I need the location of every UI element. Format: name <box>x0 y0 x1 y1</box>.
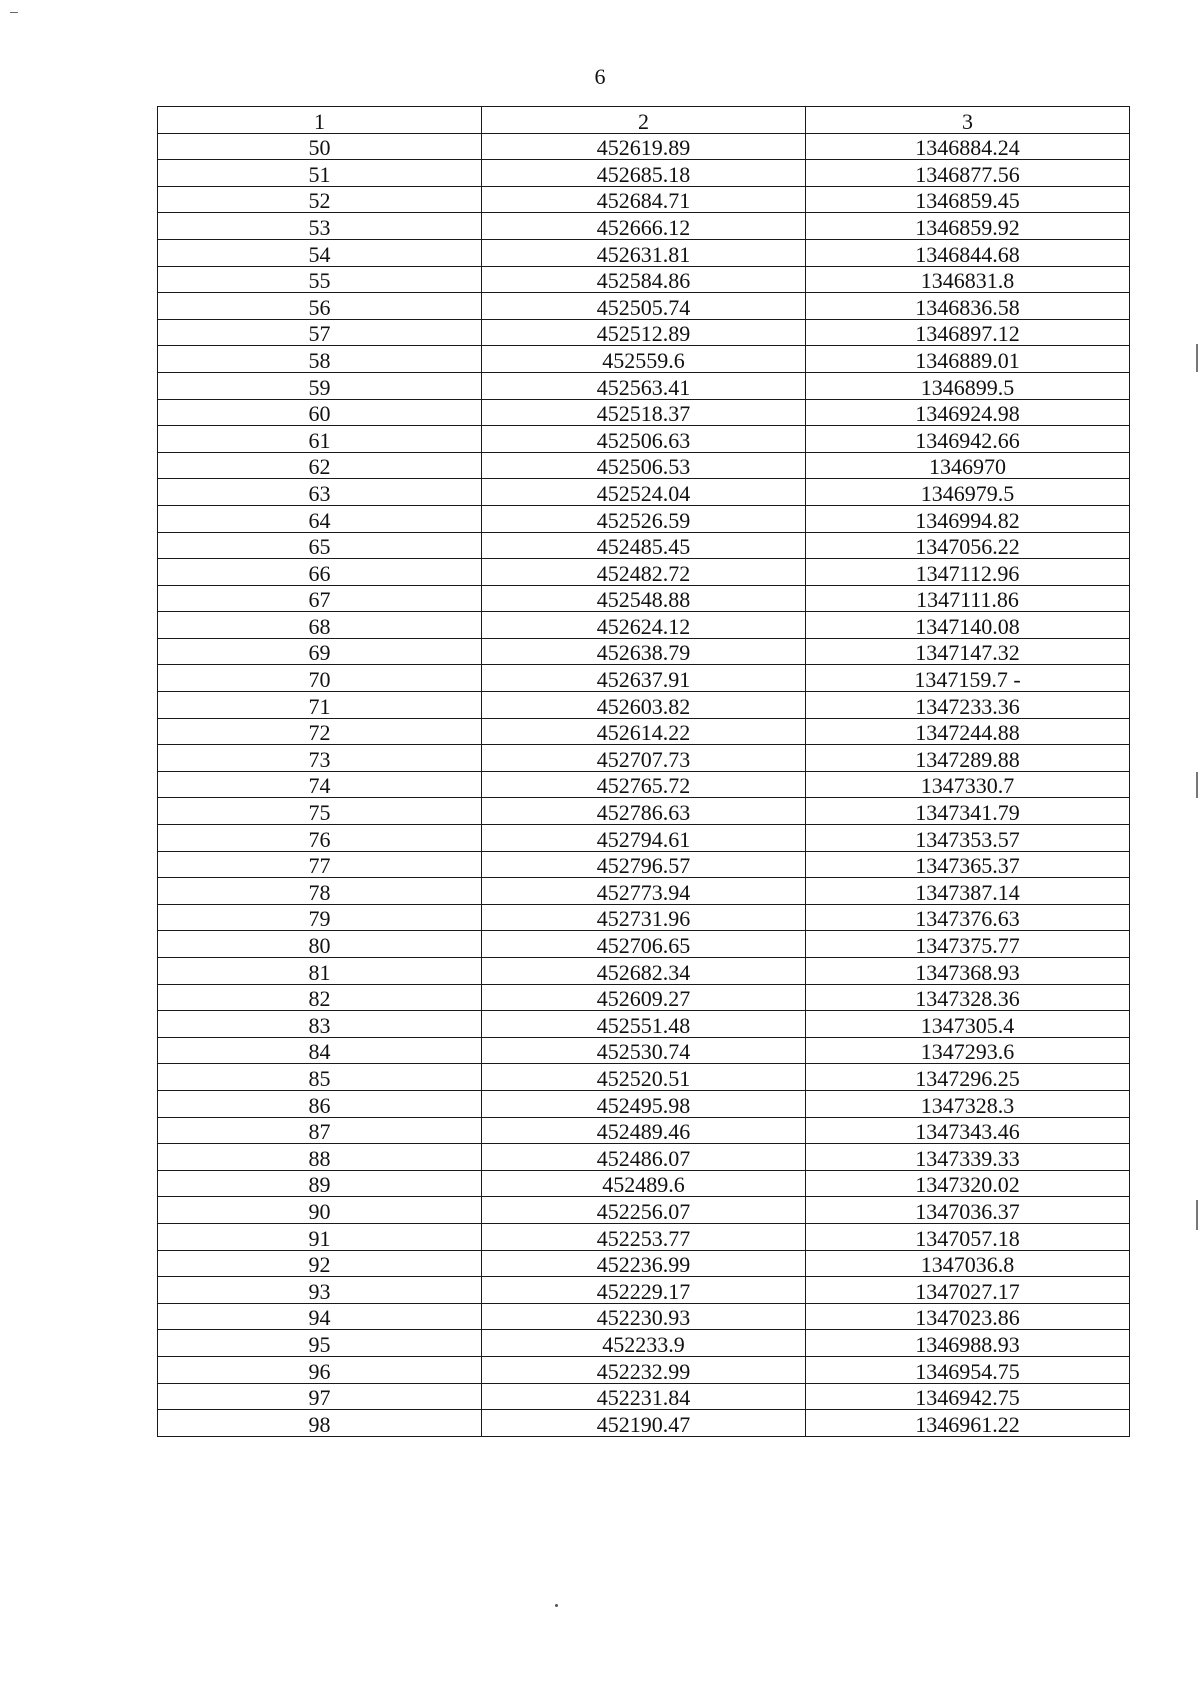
x-coordinate-cell: 452231.84 <box>482 1383 806 1410</box>
table-row <box>158 452 1130 479</box>
x-coordinate-cell: 452526.59 <box>482 505 806 532</box>
y-coordinate-cell: 1347341.79 <box>806 798 1130 825</box>
x-coordinate-cell: 452773.94 <box>482 878 806 905</box>
y-coordinate-cell: 1347328.3 <box>806 1090 1130 1117</box>
point-number-cell: 69 <box>158 638 482 665</box>
table-row <box>158 1011 1130 1038</box>
x-coordinate-cell: 452563.41 <box>482 372 806 399</box>
point-number-cell: 73 <box>158 745 482 772</box>
table-row <box>158 186 1130 213</box>
point-number-cell: 76 <box>158 825 482 852</box>
table-row <box>158 372 1130 399</box>
x-coordinate-cell: 452614.22 <box>482 718 806 745</box>
point-number-cell: 71 <box>158 692 482 719</box>
coordinates-table <box>157 106 1130 1437</box>
x-coordinate-cell: 452786.63 <box>482 798 806 825</box>
y-coordinate-cell: 1347320.02 <box>806 1170 1130 1197</box>
point-number-cell: 72 <box>158 718 482 745</box>
table-row <box>158 585 1130 612</box>
point-number-cell: 54 <box>158 239 482 266</box>
y-coordinate-cell: 1347056.22 <box>806 532 1130 559</box>
x-coordinate-cell: 452229.17 <box>482 1277 806 1304</box>
x-coordinate-cell: 452520.51 <box>482 1064 806 1091</box>
x-coordinate-cell: 452253.77 <box>482 1223 806 1250</box>
x-coordinate-cell: 452230.93 <box>482 1303 806 1330</box>
y-coordinate-cell: 1346831.8 <box>806 266 1130 293</box>
x-coordinate-cell: 452584.86 <box>482 266 806 293</box>
point-number-cell: 63 <box>158 479 482 506</box>
y-coordinate-cell: 1346844.68 <box>806 239 1130 266</box>
scan-margin-mark <box>1196 1200 1198 1230</box>
y-coordinate-cell: 1347330.7 <box>806 771 1130 798</box>
point-number-cell: 85 <box>158 1064 482 1091</box>
x-coordinate-cell: 452530.74 <box>482 1037 806 1064</box>
x-coordinate-cell: 452495.98 <box>482 1090 806 1117</box>
y-coordinate-cell: 1347036.8 <box>806 1250 1130 1277</box>
table-row <box>158 1090 1130 1117</box>
point-number-cell: 52 <box>158 186 482 213</box>
y-coordinate-cell: 1346942.75 <box>806 1383 1130 1410</box>
table-row <box>158 1250 1130 1277</box>
point-number-cell: 95 <box>158 1330 482 1357</box>
x-coordinate-cell: 452506.53 <box>482 452 806 479</box>
y-coordinate-cell: 1347159.7 - <box>806 665 1130 692</box>
table-row <box>158 1197 1130 1224</box>
point-number-cell: 68 <box>158 612 482 639</box>
scan-dot <box>555 1604 558 1607</box>
table-row <box>158 904 1130 931</box>
y-coordinate-cell: 1346859.92 <box>806 213 1130 240</box>
point-number-cell: 65 <box>158 532 482 559</box>
x-coordinate-cell: 452506.63 <box>482 426 806 453</box>
point-number-cell: 80 <box>158 931 482 958</box>
table-row <box>158 505 1130 532</box>
point-number-cell: 56 <box>158 293 482 320</box>
y-coordinate-cell: 1347244.88 <box>806 718 1130 745</box>
point-number-cell: 89 <box>158 1170 482 1197</box>
point-number-cell: 55 <box>158 266 482 293</box>
point-number-cell: 91 <box>158 1223 482 1250</box>
table-row <box>158 346 1130 373</box>
point-number-cell: 64 <box>158 505 482 532</box>
y-coordinate-cell: 1347368.93 <box>806 958 1130 985</box>
y-coordinate-cell: 1347233.36 <box>806 692 1130 719</box>
x-coordinate-cell: 452236.99 <box>482 1250 806 1277</box>
point-number-cell: 66 <box>158 559 482 586</box>
table-row <box>158 1064 1130 1091</box>
x-coordinate-cell: 452666.12 <box>482 213 806 240</box>
y-coordinate-cell: 1347111.86 <box>806 585 1130 612</box>
point-number-cell: 51 <box>158 160 482 187</box>
column-header-2: 2 <box>482 107 806 134</box>
point-number-cell: 83 <box>158 1011 482 1038</box>
x-coordinate-cell: 452486.07 <box>482 1144 806 1171</box>
point-number-cell: 88 <box>158 1144 482 1171</box>
point-number-cell: 86 <box>158 1090 482 1117</box>
table-row <box>158 426 1130 453</box>
table-row <box>158 399 1130 426</box>
point-number-cell: 87 <box>158 1117 482 1144</box>
point-number-cell: 70 <box>158 665 482 692</box>
x-coordinate-cell: 452548.88 <box>482 585 806 612</box>
point-number-cell: 74 <box>158 771 482 798</box>
x-coordinate-cell: 452256.07 <box>482 1197 806 1224</box>
x-coordinate-cell: 452631.81 <box>482 239 806 266</box>
x-coordinate-cell: 452551.48 <box>482 1011 806 1038</box>
y-coordinate-cell: 1347027.17 <box>806 1277 1130 1304</box>
y-coordinate-cell: 1347353.57 <box>806 825 1130 852</box>
point-number-cell: 90 <box>158 1197 482 1224</box>
y-coordinate-cell: 1347296.25 <box>806 1064 1130 1091</box>
y-coordinate-cell: 1347328.36 <box>806 984 1130 1011</box>
point-number-cell: 59 <box>158 372 482 399</box>
x-coordinate-cell: 452482.72 <box>482 559 806 586</box>
x-coordinate-cell: 452765.72 <box>482 771 806 798</box>
table-row <box>158 665 1130 692</box>
y-coordinate-cell: 1346889.01 <box>806 346 1130 373</box>
y-coordinate-cell: 1347343.46 <box>806 1117 1130 1144</box>
x-coordinate-cell: 452603.82 <box>482 692 806 719</box>
y-coordinate-cell: 1346859.45 <box>806 186 1130 213</box>
table-row <box>158 1303 1130 1330</box>
x-coordinate-cell: 452796.57 <box>482 851 806 878</box>
x-coordinate-cell: 452232.99 <box>482 1356 806 1383</box>
x-coordinate-cell: 452190.47 <box>482 1410 806 1437</box>
x-coordinate-cell: 452619.89 <box>482 133 806 160</box>
column-header-1: 1 <box>158 107 482 134</box>
x-coordinate-cell: 452637.91 <box>482 665 806 692</box>
table-row <box>158 1383 1130 1410</box>
point-number-cell: 94 <box>158 1303 482 1330</box>
scan-margin-mark <box>1196 344 1198 372</box>
table-row <box>158 1277 1130 1304</box>
y-coordinate-cell: 1346836.58 <box>806 293 1130 320</box>
table-row <box>158 745 1130 772</box>
y-coordinate-cell: 1346994.82 <box>806 505 1130 532</box>
table-row <box>158 771 1130 798</box>
y-coordinate-cell: 1346942.66 <box>806 426 1130 453</box>
point-number-cell: 57 <box>158 319 482 346</box>
point-number-cell: 97 <box>158 1383 482 1410</box>
point-number-cell: 60 <box>158 399 482 426</box>
table-row <box>158 532 1130 559</box>
point-number-cell: 50 <box>158 133 482 160</box>
table-row <box>158 293 1130 320</box>
x-coordinate-cell: 452505.74 <box>482 293 806 320</box>
x-coordinate-cell: 452524.04 <box>482 479 806 506</box>
y-coordinate-cell: 1347376.63 <box>806 904 1130 931</box>
y-coordinate-cell: 1346877.56 <box>806 160 1130 187</box>
point-number-cell: 75 <box>158 798 482 825</box>
y-coordinate-cell: 1346924.98 <box>806 399 1130 426</box>
y-coordinate-cell: 1347112.96 <box>806 559 1130 586</box>
x-coordinate-cell: 452682.34 <box>482 958 806 985</box>
table-row <box>158 1356 1130 1383</box>
table-row <box>158 958 1130 985</box>
x-coordinate-cell: 452638.79 <box>482 638 806 665</box>
table-row <box>158 213 1130 240</box>
table-row <box>158 718 1130 745</box>
x-coordinate-cell: 452624.12 <box>482 612 806 639</box>
table-row <box>158 479 1130 506</box>
y-coordinate-cell: 1346954.75 <box>806 1356 1130 1383</box>
y-coordinate-cell: 1347289.88 <box>806 745 1130 772</box>
point-number-cell: 78 <box>158 878 482 905</box>
y-coordinate-cell: 1347339.33 <box>806 1144 1130 1171</box>
y-coordinate-cell: 1347140.08 <box>806 612 1130 639</box>
point-number-cell: 96 <box>158 1356 482 1383</box>
table-row <box>158 160 1130 187</box>
x-coordinate-cell: 452233.9 <box>482 1330 806 1357</box>
table-row <box>158 239 1130 266</box>
x-coordinate-cell: 452489.6 <box>482 1170 806 1197</box>
x-coordinate-cell: 452559.6 <box>482 346 806 373</box>
scan-corner-mark <box>10 12 18 13</box>
table-row <box>158 319 1130 346</box>
point-number-cell: 81 <box>158 958 482 985</box>
y-coordinate-cell: 1347147.32 <box>806 638 1130 665</box>
point-number-cell: 77 <box>158 851 482 878</box>
table-body <box>158 133 1130 1436</box>
point-number-cell: 93 <box>158 1277 482 1304</box>
x-coordinate-cell: 452706.65 <box>482 931 806 958</box>
point-number-cell: 84 <box>158 1037 482 1064</box>
y-coordinate-cell: 1347057.18 <box>806 1223 1130 1250</box>
x-coordinate-cell: 452684.71 <box>482 186 806 213</box>
y-coordinate-cell: 1347387.14 <box>806 878 1130 905</box>
x-coordinate-cell: 452485.45 <box>482 532 806 559</box>
table-row <box>158 1410 1130 1437</box>
table-row <box>158 1144 1130 1171</box>
table-row <box>158 798 1130 825</box>
table-row <box>158 559 1130 586</box>
point-number-cell: 58 <box>158 346 482 373</box>
x-coordinate-cell: 452489.46 <box>482 1117 806 1144</box>
y-coordinate-cell: 1346884.24 <box>806 133 1130 160</box>
point-number-cell: 62 <box>158 452 482 479</box>
y-coordinate-cell: 1347305.4 <box>806 1011 1130 1038</box>
y-coordinate-cell: 1346988.93 <box>806 1330 1130 1357</box>
x-coordinate-cell: 452609.27 <box>482 984 806 1011</box>
table-row <box>158 612 1130 639</box>
y-coordinate-cell: 1347375.77 <box>806 931 1130 958</box>
y-coordinate-cell: 1346899.5 <box>806 372 1130 399</box>
column-header-3: 3 <box>806 107 1130 134</box>
x-coordinate-cell: 452707.73 <box>482 745 806 772</box>
table-row <box>158 1117 1130 1144</box>
y-coordinate-cell: 1346979.5 <box>806 479 1130 506</box>
x-coordinate-cell: 452685.18 <box>482 160 806 187</box>
table-row <box>158 984 1130 1011</box>
x-coordinate-cell: 452731.96 <box>482 904 806 931</box>
table-row <box>158 1223 1130 1250</box>
table-row <box>158 266 1130 293</box>
point-number-cell: 92 <box>158 1250 482 1277</box>
table-row <box>158 1170 1130 1197</box>
table-row <box>158 692 1130 719</box>
table-row <box>158 1330 1130 1357</box>
point-number-cell: 53 <box>158 213 482 240</box>
x-coordinate-cell: 452518.37 <box>482 399 806 426</box>
point-number-cell: 98 <box>158 1410 482 1437</box>
y-coordinate-cell: 1347036.37 <box>806 1197 1130 1224</box>
table-row <box>158 1037 1130 1064</box>
y-coordinate-cell: 1346970 <box>806 452 1130 479</box>
table-header-row <box>158 107 1130 134</box>
point-number-cell: 61 <box>158 426 482 453</box>
y-coordinate-cell: 1346897.12 <box>806 319 1130 346</box>
point-number-cell: 82 <box>158 984 482 1011</box>
x-coordinate-cell: 452794.61 <box>482 825 806 852</box>
y-coordinate-cell: 1347293.6 <box>806 1037 1130 1064</box>
table-row <box>158 638 1130 665</box>
y-coordinate-cell: 1346961.22 <box>806 1410 1130 1437</box>
table-row <box>158 931 1130 958</box>
y-coordinate-cell: 1347023.86 <box>806 1303 1130 1330</box>
table-row <box>158 133 1130 160</box>
scan-margin-mark <box>1196 772 1198 798</box>
point-number-cell: 67 <box>158 585 482 612</box>
table-row <box>158 825 1130 852</box>
y-coordinate-cell: 1347365.37 <box>806 851 1130 878</box>
page-number: 6 <box>594 64 606 89</box>
x-coordinate-cell: 452512.89 <box>482 319 806 346</box>
table-row <box>158 878 1130 905</box>
point-number-cell: 79 <box>158 904 482 931</box>
table-row <box>158 851 1130 878</box>
